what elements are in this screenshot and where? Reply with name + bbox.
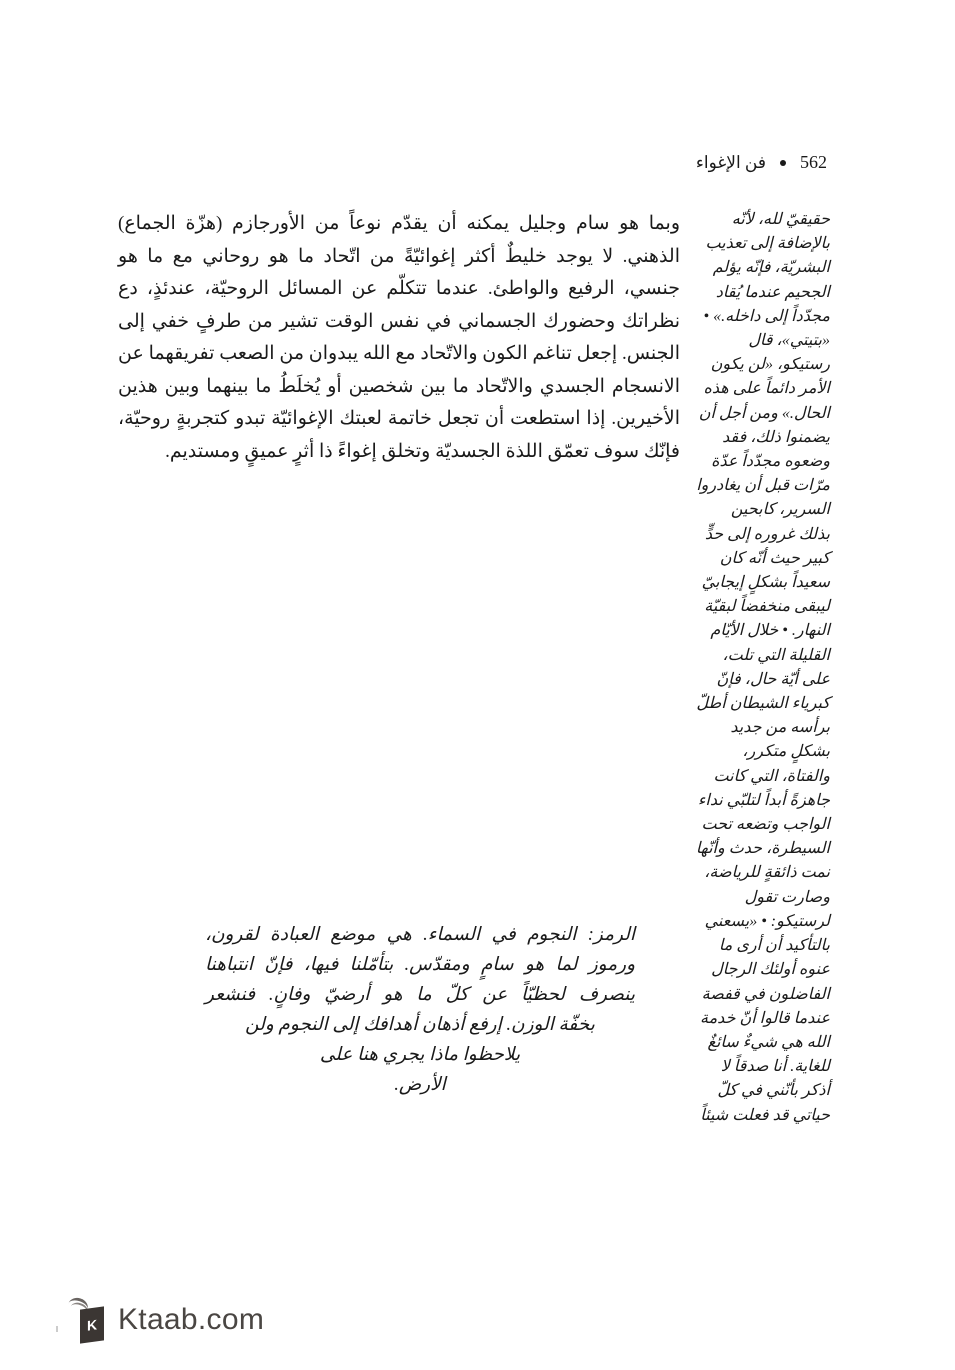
sidebar-line: حياتي قد فعلت شيئاً — [700, 1106, 830, 1124]
sidebar-line: «بتيتي»، قال — [748, 332, 830, 350]
sidebar-line: برأسه من جديد — [730, 719, 830, 737]
body-line: الانسجام الجسدي والاتّحاد ما بين شخصين أو يُخلَطُ ما بينهما وبين هذين — [118, 375, 680, 397]
sidebar-line: الحال.» ومن أجل أن — [698, 404, 830, 422]
sidebar-line: النهار. • خلال الأيّام — [710, 622, 830, 640]
symbol-line: الأرض. — [394, 1075, 446, 1095]
ktaab-logo[interactable] — [62, 1296, 264, 1344]
sidebar-line: السيطرة، حدث وأنّها — [695, 840, 830, 858]
symbol-line: ينصرف لحظيّاً عن كلّ ما هو أرضيّ وفانٍ. فنشعر — [205, 985, 635, 1005]
sidebar-line: أذكر بأنّني في كلّ — [717, 1082, 830, 1100]
symbol-line: ورموز لما هو سامٍ ومقدّس. بتأمّلنا فيها، فإنّ انتباهنا — [205, 955, 635, 975]
sidebar-line: رستيكو، «لن يكون — [710, 356, 830, 374]
symbol-line: يلاحظوا ماذا يجري هنا على — [319, 1045, 521, 1065]
body-line: الذهني. لا يوجد خليطٌ أكثر إغوائيّةً من اتّحاد ما هو روحاني مع ما هو — [118, 245, 680, 267]
logo-text: Ktaab.com — [118, 1303, 265, 1336]
sidebar-line: بالتأكيد أن أرى ما — [718, 937, 830, 955]
margin-mark — [56, 1326, 58, 1332]
page-number: 562 — [800, 152, 827, 172]
sidebar-line: عندما قالوا أنّ خدمة — [700, 1009, 830, 1027]
sidebar-line: ليبقى منخفضاً لبقيّة — [704, 598, 830, 616]
sidebar-line: نمت ذائقةٍ للرياضة، — [704, 864, 830, 882]
sidebar-line: لرستيكو: • «يسعني — [704, 912, 830, 930]
symbol-line: بخفّة الوزن. إرفع أذهان أهدافك إلى النجوم ولن — [245, 1015, 595, 1035]
sidebar-quote — [680, 208, 830, 1128]
sidebar-line: الفاضلون في قفصة — [701, 985, 830, 1003]
sidebar-line: جاهزةً أبداً لتلبّي نداء — [697, 791, 830, 809]
sidebar-line: السرير، كابحين — [730, 501, 830, 519]
sidebar-line: بشكلٍ متكرر، — [742, 743, 830, 761]
open-book-icon — [62, 1296, 106, 1344]
book-cover-icon — [80, 1306, 104, 1343]
sidebar-line: سعيداً بشكلٍ إيجابيّ — [701, 574, 830, 592]
sidebar-line: كبير حيث أنّه كان — [719, 549, 830, 567]
page-header — [696, 152, 827, 173]
symbol-line: الرمز: النجوم في السماء. هي موضع العبادة لقرون، — [205, 925, 635, 945]
sidebar-line: للغاية. أنا صدقاً لا — [720, 1058, 830, 1076]
sidebar-line: البشريّة، فإنّه يؤلم — [712, 259, 830, 277]
sidebar-line: على أيّة حال، فإنّ — [716, 670, 830, 688]
sidebar-line: الواجب وتضعه تحت — [701, 816, 830, 834]
sidebar-line: الأمر دائماً على هذه — [703, 380, 830, 398]
book-title: فن الإغواء — [695, 152, 766, 172]
sidebar-line: عنوه أولئك الرجال — [711, 961, 830, 979]
body-line: الأخيرين. إذا استطعت أن تجعل خاتمة لعبتك الإغوائيّة تبدو كتجربةٍ روحيّة، — [118, 408, 680, 429]
sidebar-line: بالإضافة إلى تعذيب — [705, 235, 830, 253]
bullet-separator-icon — [780, 160, 786, 166]
sidebar-line: بذلك غروره إلى حدٍّ — [704, 525, 830, 543]
sidebar-line: القليلة التي تلت، — [722, 646, 830, 664]
body-line: نظراتك وحضورك الجسماني في نفس الوقت تشير من طرفٍ خفي إلى — [118, 310, 680, 332]
sidebar-line: مجدّداً إلى داخله.» • — [703, 307, 830, 325]
sidebar-line: مرّات قبل أن يغادروا — [696, 477, 830, 495]
sidebar-line: الله هي شيءٌ سائغٌ — [707, 1033, 830, 1051]
body-line: وبما هو سام وجليل يمكنه أن يقدّم نوعاً من الأورجازم (هزّة الجماع) — [118, 213, 680, 234]
body-line: فإنّك سوف تعمّق اللذة الجسديّة وتخلق إغواءً ذا أثرٍ عميقٍ ومستديم. — [165, 440, 680, 462]
sidebar-line: الجحيم عندما يُقاد — [715, 283, 830, 301]
sidebar-line: والفتاة، التي كانت — [713, 767, 830, 785]
main-body-text — [118, 208, 680, 468]
body-line: الجنس. إجعل تناغم الكون والاتّحاد مع الله يبدوان من الصعب تفريقهما عن — [118, 343, 680, 364]
sidebar-line: وصارت تقول — [744, 888, 830, 906]
sidebar-line: يضمنوا ذلك، فقد — [722, 428, 830, 446]
sidebar-line: حقيقيّ لله، لأنّه — [731, 211, 830, 228]
logo-letter: K — [86, 1316, 98, 1334]
body-line: جنسي، الرفيع والواطئ. عندما تتكلّم عن المسائل الروحيّة، عندئذٍ، دع — [118, 278, 680, 299]
sidebar-line: كبرياء الشيطان أطلّ — [696, 695, 830, 713]
sidebar-line: وضعوه مجدّداً عدّة — [711, 453, 830, 471]
symbol-note — [205, 920, 635, 1100]
